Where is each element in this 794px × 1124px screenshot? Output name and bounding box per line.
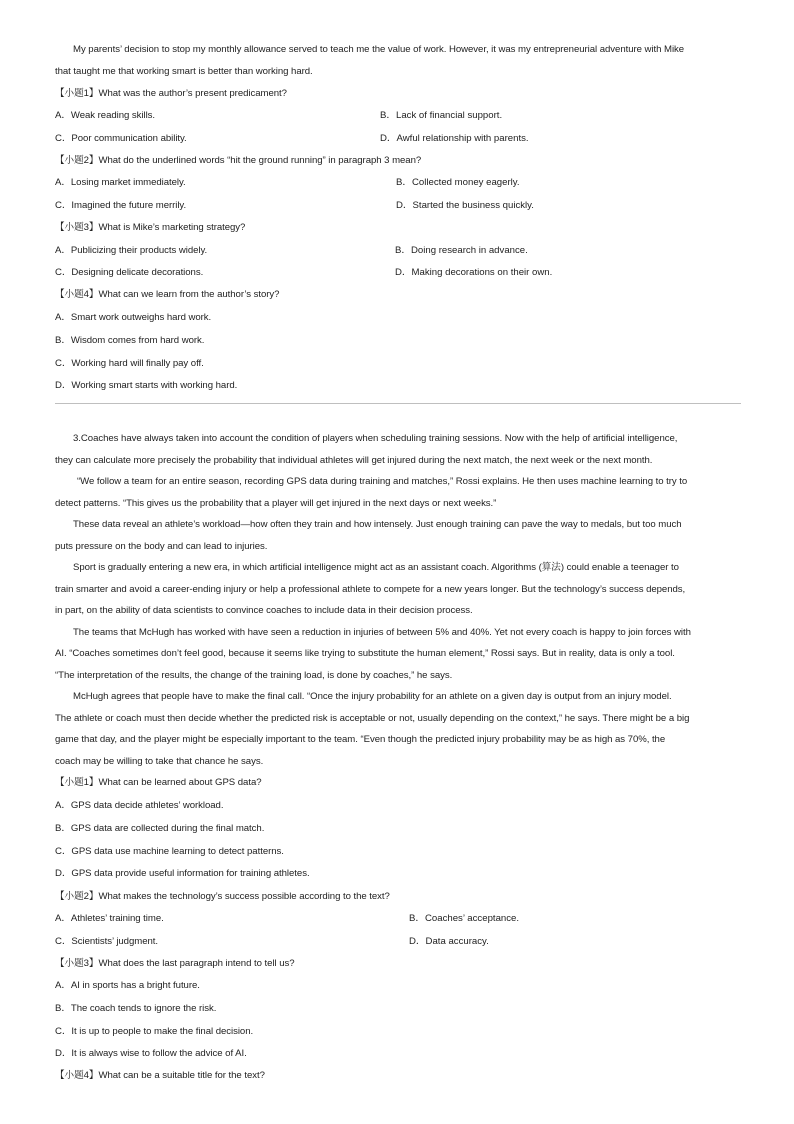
question-stem: 【小题1】What can be learned about GPS data? bbox=[55, 777, 262, 788]
option-c: C．It is up to people to make the final decision. bbox=[55, 1026, 254, 1037]
paragraph-line: puts pressure on the body and can lead to injuries. bbox=[55, 541, 268, 552]
option-c: C．Designing delicate decorations. bbox=[55, 267, 204, 278]
option-c: C．Imagined the future merrily. bbox=[55, 200, 187, 211]
option-b: B．Doing research in advance. bbox=[395, 245, 528, 256]
paragraph-line: McHugh agrees that people have to make the final call. “Once the injury probability for an athlete on a given day is output from an injury model. bbox=[73, 691, 672, 702]
option-b: B．Lack of financial support. bbox=[380, 110, 503, 121]
paragraph-line: AI. “Coaches sometimes don’t feel good, because it seems like trying to substitute the human element,” Rossi says. But in reality, data is only a tool. bbox=[55, 648, 675, 659]
section-divider bbox=[55, 403, 741, 404]
option-b: B．The coach tends to ignore the risk. bbox=[55, 1003, 217, 1014]
paragraph-line: “We follow a team for an entire season, recording GPS data during training and matches,” Rossi explains. He then uses machine learning to try to bbox=[77, 476, 688, 487]
option-a: A．Athletes’ training time. bbox=[55, 913, 164, 924]
option-d: D．Awful relationship with parents. bbox=[380, 133, 529, 144]
paragraph-line: coach may be willing to take that chance he says. bbox=[55, 756, 264, 767]
question-stem: 【小题4】What can we learn from the author’s story? bbox=[55, 289, 280, 300]
option-b: B．Collected money eagerly. bbox=[396, 177, 520, 188]
option-c: C．Working hard will finally pay off. bbox=[55, 358, 204, 369]
paragraph-line: 3.Coaches have always taken into account the condition of players when scheduling training sessions. Now with the help of artificial intelligence, bbox=[73, 433, 678, 444]
paragraph-line: The teams that McHugh has worked with have seen a reduction in injuries of between 5% and 40%. Yet not every coach is happy to join forces with bbox=[73, 627, 691, 638]
paragraph-line: detect patterns. “This gives us the probability that a player will get injured in the next days or next weeks.” bbox=[55, 498, 497, 509]
option-d: D．Making decorations on their own. bbox=[395, 267, 553, 278]
option-b: B．Coaches’ acceptance. bbox=[409, 913, 520, 924]
option-b: B．Wisdom comes from hard work. bbox=[55, 335, 205, 346]
option-d: D．Working smart starts with working hard. bbox=[55, 380, 238, 391]
paragraph-line: they can calculate more precisely the probability that individual athletes will get injured during the next match, the next week or the next month. bbox=[55, 455, 653, 466]
paragraph-line: game that day, and the player might be especially important to the team. “Even though the predicted injury probability may be as high as 70%, the bbox=[55, 734, 666, 745]
option-c: C．Scientists’ judgment. bbox=[55, 936, 158, 947]
option-a: A．Smart work outweighs hard work. bbox=[55, 312, 212, 323]
option-d: D．It is always wise to follow the advice of AI. bbox=[55, 1048, 247, 1059]
paragraph-line: that taught me that working smart is better than working hard. bbox=[55, 66, 313, 77]
option-a: A．Losing market immediately. bbox=[55, 177, 186, 188]
option-a: A．GPS data decide athletes’ workload. bbox=[55, 800, 224, 811]
paragraph-line: in part, on the ability of data scientists to convince coaches to include data in their decision process. bbox=[55, 605, 473, 616]
paragraph-line: Sport is gradually entering a new era, in which artificial intelligence might act as an assistant coach. Algorithms (算法) could enable a teenager to bbox=[73, 562, 679, 573]
question-stem: 【小题4】What can be a suitable title for the text? bbox=[55, 1070, 265, 1081]
option-d: D．Started the business quickly. bbox=[396, 200, 534, 211]
paragraph-line: train smarter and avoid a career-ending injury or help a professional athlete to compete for a new years longer. But the technology’s success depends, bbox=[55, 584, 686, 595]
paragraph-line: “The interpretation of the results, the change of the training load, is done by coaches,” he says. bbox=[55, 670, 453, 681]
option-b: B．GPS data are collected during the final match. bbox=[55, 823, 265, 834]
question-stem: 【小题1】What was the author’s present predicament? bbox=[55, 88, 287, 99]
question-stem: 【小题3】What is Mike’s marketing strategy? bbox=[55, 222, 246, 233]
option-a: A．Publicizing their products widely. bbox=[55, 245, 208, 256]
question-stem: 【小题2】What do the underlined words “hit the ground running” in paragraph 3 mean? bbox=[55, 155, 422, 166]
option-c: C．Poor communication ability. bbox=[55, 133, 187, 144]
paragraph-line: My parents’ decision to stop my monthly allowance served to teach me the value of work. However, it was my entrepreneurial adventure with Mike bbox=[73, 44, 685, 55]
question-stem: 【小题2】What makes the technology’s success possible according to the text? bbox=[55, 891, 390, 902]
option-d: D．Data accuracy. bbox=[409, 936, 489, 947]
option-a: A．Weak reading skills. bbox=[55, 110, 156, 121]
question-stem: 【小题3】What does the last paragraph intend to tell us? bbox=[55, 958, 295, 969]
option-c: C．GPS data use machine learning to detect patterns. bbox=[55, 846, 284, 857]
option-a: A．AI in sports has a bright future. bbox=[55, 980, 200, 991]
paragraph-line: These data reveal an athlete’s workload—how often they train and how intensely. Just enough training can pave the way to medals, but too much bbox=[73, 519, 682, 530]
paragraph-line: The athlete or coach must then decide whether the predicted risk is acceptable or not, usually depending on the context,” he says. There might be a big bbox=[55, 713, 690, 724]
option-d: D．GPS data provide useful information for training athletes. bbox=[55, 868, 310, 879]
